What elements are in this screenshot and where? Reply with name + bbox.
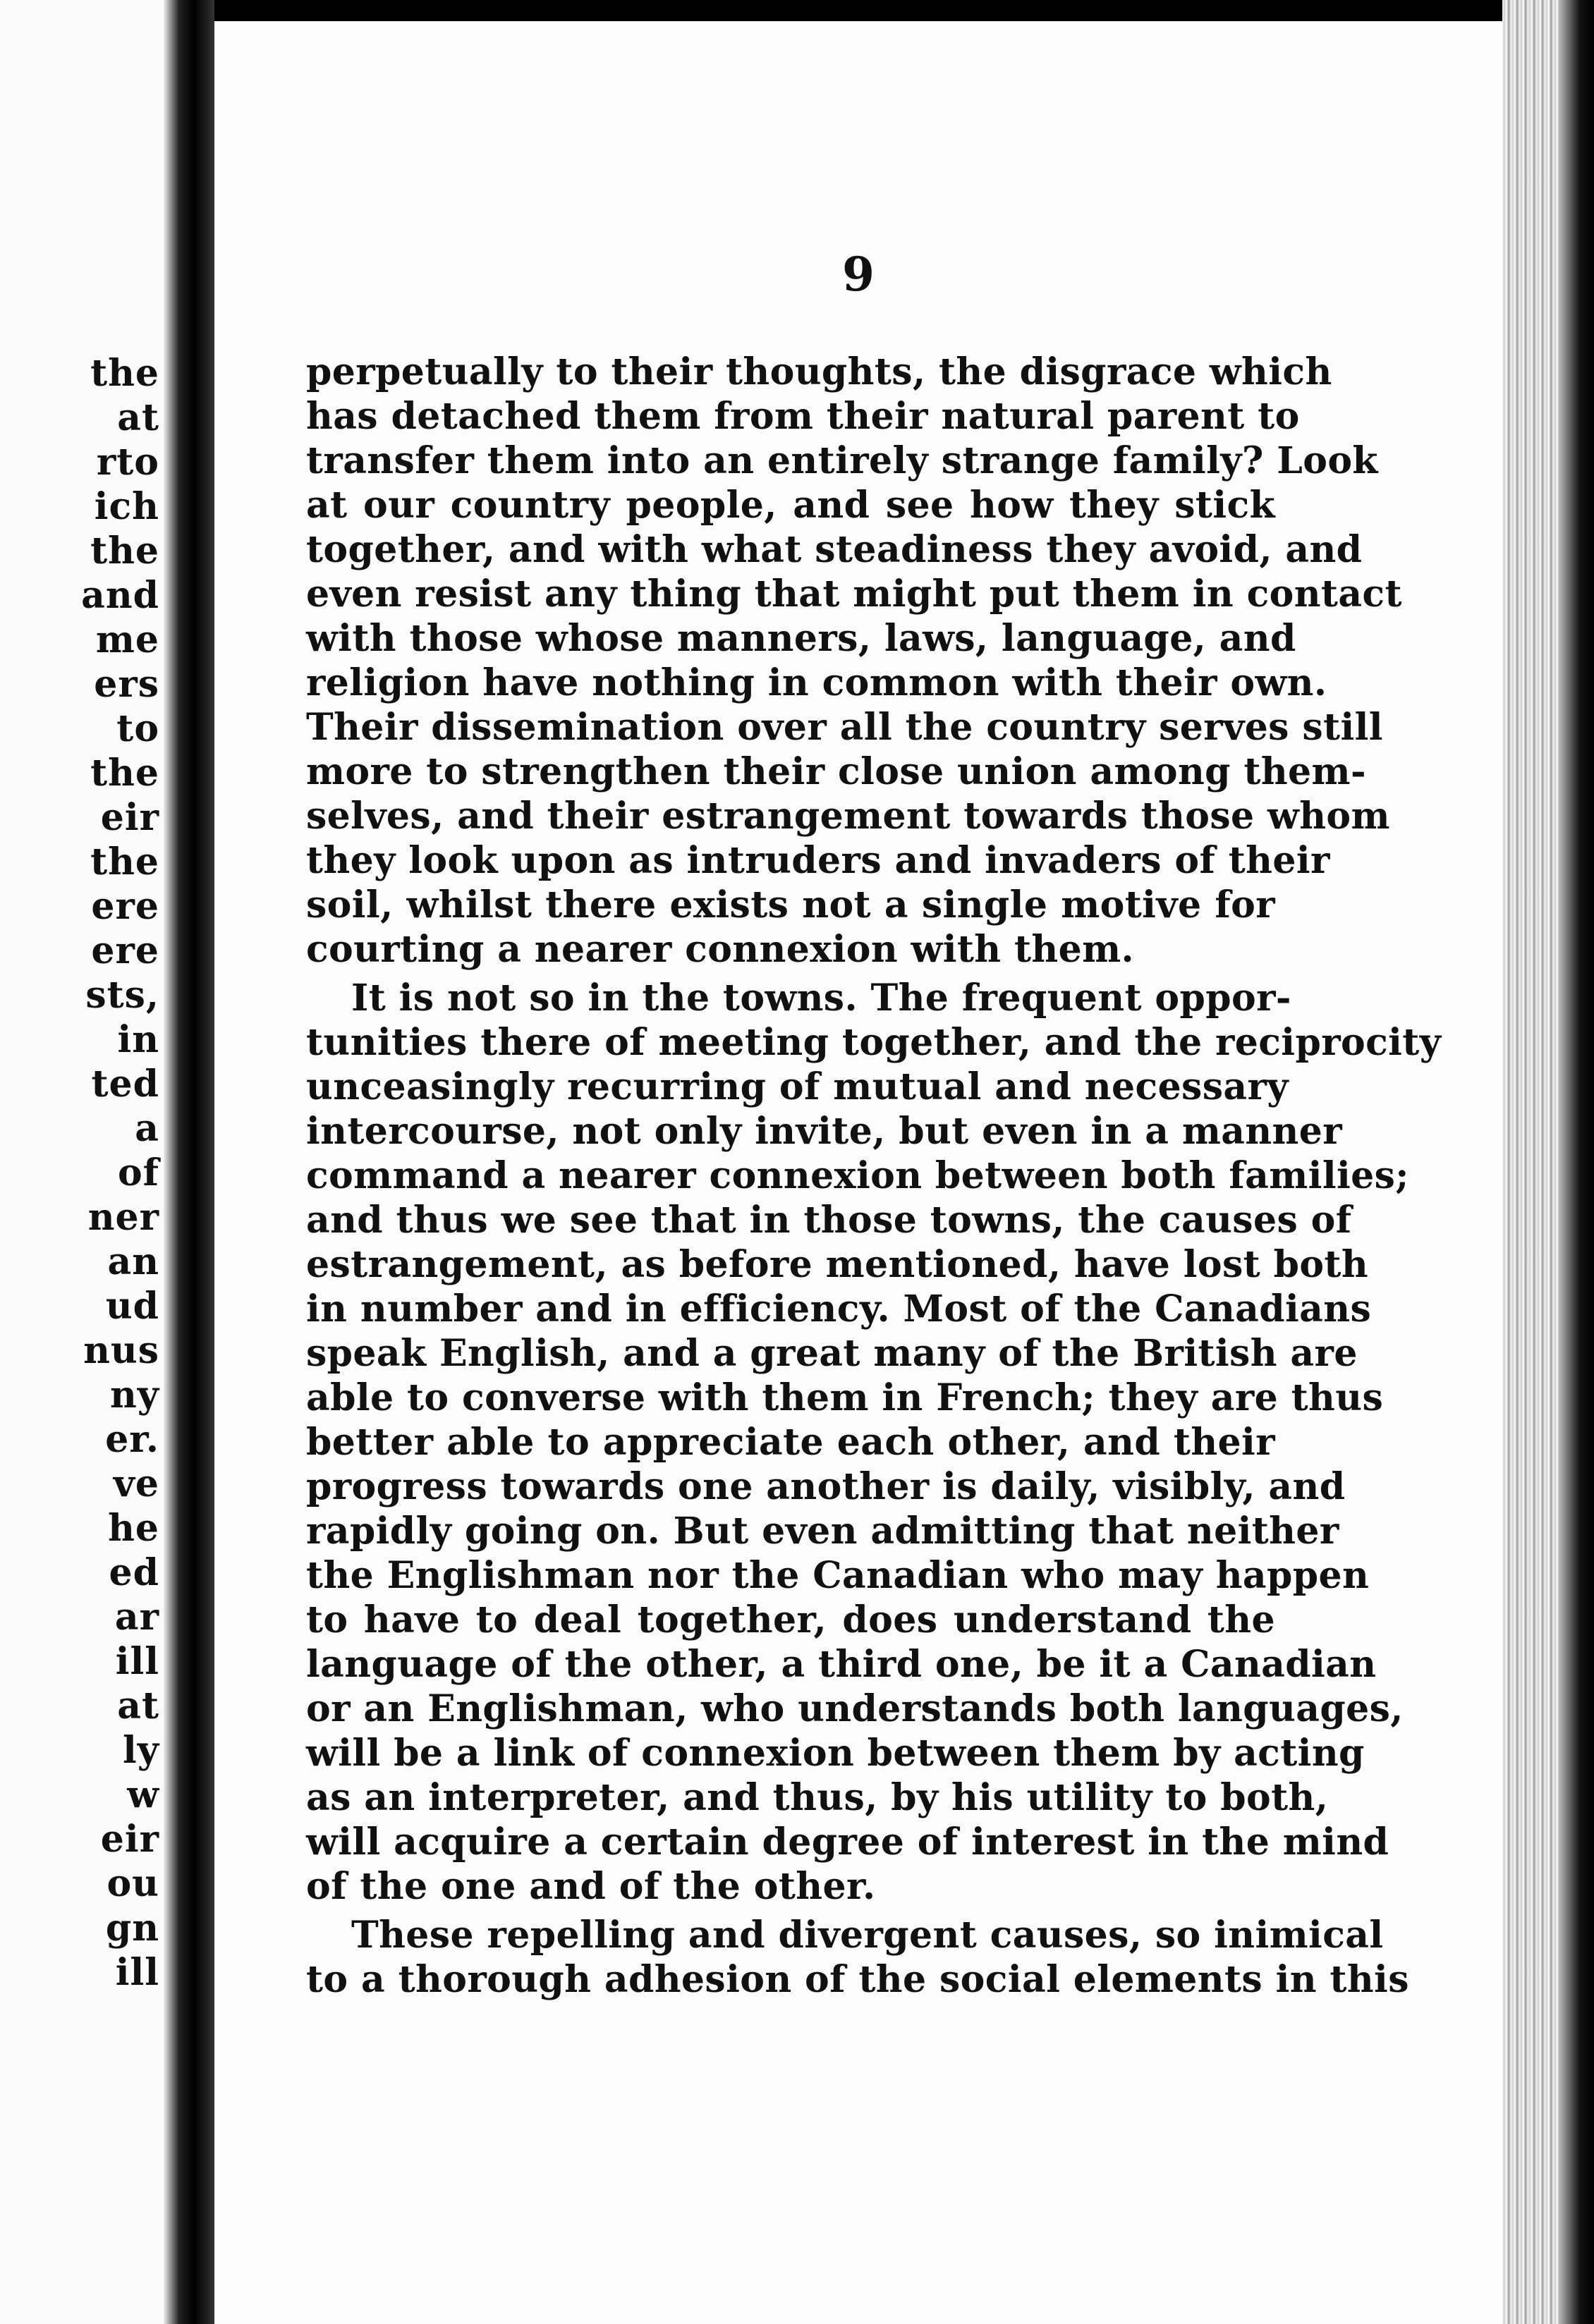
page-number: 9 bbox=[842, 247, 875, 302]
text-line: estrangement, as before mentioned, have lost both bbox=[306, 1243, 1369, 1286]
text-line: perpetually to their thoughts, the disgrace which bbox=[306, 350, 1332, 393]
paragraph bbox=[306, 1913, 1409, 2002]
text-line: language of the other, a third one, be it a Canadian bbox=[306, 1643, 1377, 1686]
paragraph bbox=[306, 976, 1442, 1909]
text-line: will be a link of connexion between them by acting bbox=[306, 1732, 1365, 1775]
facing-page-fragment: eir bbox=[100, 796, 159, 839]
text-line: as an interpreter, and thus, by his utility to both, bbox=[306, 1776, 1329, 1819]
facing-page-fragment: the bbox=[90, 752, 159, 795]
text-line: they look upon as intruders and invaders of their bbox=[306, 839, 1330, 882]
facing-page-fragment: he bbox=[108, 1507, 159, 1550]
text-line: of the one and of the other. bbox=[306, 1865, 876, 1908]
facing-page-fragment: sts, bbox=[85, 974, 159, 1017]
text-line: or an Englishman, who understands both languages, bbox=[306, 1687, 1404, 1730]
facing-page-fragment: at bbox=[117, 1684, 159, 1727]
text-line: intercourse, not only invite, but even in a manner bbox=[306, 1110, 1343, 1153]
facing-page-fragment: a bbox=[135, 1107, 159, 1150]
facing-page-fragment: ill bbox=[115, 1640, 159, 1683]
text-line: to have to deal together, does understand the bbox=[306, 1598, 1275, 1641]
facing-page-fragment: ud bbox=[105, 1285, 159, 1328]
facing-page-fragment: w bbox=[127, 1773, 159, 1816]
text-line: together, and with what steadiness they avoid, and bbox=[306, 528, 1363, 571]
text-line: and thus we see that in those towns, the causes of bbox=[306, 1199, 1352, 1242]
text-line: more to strengthen their close union among them- bbox=[306, 750, 1366, 793]
facing-page-fragment: rto bbox=[96, 441, 159, 484]
cover-edge bbox=[1559, 0, 1594, 2324]
book-gutter bbox=[164, 0, 214, 2324]
text-line: able to converse with them in French; they are thus bbox=[306, 1376, 1384, 1419]
facing-page-fragment: an bbox=[107, 1240, 159, 1283]
text-line: with those whose manners, laws, language, and bbox=[306, 617, 1296, 660]
facing-page-fragment: ere bbox=[91, 885, 159, 928]
facing-page-fragment: and bbox=[81, 574, 159, 617]
facing-page-fragment: ner bbox=[87, 1196, 159, 1239]
text-line: has detached them from their natural parent to bbox=[306, 395, 1300, 438]
text-line: to a thorough adhesion of the social elements in this bbox=[306, 1958, 1409, 2001]
facing-page-fragment: ers bbox=[94, 663, 159, 706]
text-line: soil, whilst there exists not a single motive for bbox=[306, 883, 1275, 926]
facing-page-left bbox=[0, 0, 164, 2324]
facing-page-fragment: ere bbox=[91, 929, 159, 972]
text-line: Their dissemination over all the country serves still bbox=[306, 706, 1383, 749]
text-line: unceasingly recurring of mutual and necessary bbox=[306, 1065, 1289, 1108]
text-line: even resist any thing that might put them in contact bbox=[306, 573, 1402, 616]
facing-page-fragment: ou bbox=[107, 1862, 159, 1905]
facing-page-fragment: ly bbox=[123, 1729, 159, 1772]
text-line: progress towards one another is daily, visibly, and bbox=[306, 1465, 1346, 1508]
facing-page-fragment: eir bbox=[100, 1818, 159, 1861]
page bbox=[214, 21, 1502, 2324]
facing-page-fragment: ich bbox=[94, 485, 159, 528]
text-line: These repelling and divergent causes, so inimical bbox=[351, 1914, 1384, 1957]
facing-page-fragment: the bbox=[90, 352, 159, 395]
text-line: tunities there of meeting together, and the reciprocity bbox=[306, 1021, 1442, 1064]
text-line: It is not so in the towns. The frequent oppor- bbox=[351, 977, 1291, 1020]
text-line: at our country people, and see how they stick bbox=[306, 484, 1275, 527]
text-line: the Englishman nor the Canadian who may happen bbox=[306, 1554, 1370, 1597]
facing-page-fragment: at bbox=[117, 396, 159, 439]
facing-page-fragment: nus bbox=[83, 1329, 159, 1372]
text-line: rapidly going on. But even admitting that neither bbox=[306, 1510, 1339, 1553]
text-line: will acquire a certain degree of interest in the mind bbox=[306, 1821, 1389, 1864]
facing-page-fragment: to bbox=[116, 707, 159, 750]
facing-page-fragment: ny bbox=[109, 1374, 159, 1417]
text-line: speak English, and a great many of the British are bbox=[306, 1332, 1358, 1375]
facing-page-fragment: the bbox=[90, 530, 159, 573]
facing-page-fragment: ed bbox=[109, 1551, 159, 1594]
facing-page-fragment: ar bbox=[114, 1596, 159, 1639]
paragraph bbox=[306, 350, 1402, 972]
facing-page-fragment: of bbox=[117, 1151, 159, 1194]
text-line: religion have nothing in common with their own. bbox=[306, 661, 1327, 704]
facing-page-fragment: gn bbox=[105, 1907, 159, 1950]
facing-page-fragment: er. bbox=[105, 1418, 159, 1461]
facing-page-fragment: me bbox=[95, 618, 159, 661]
facing-page-fragment: ve bbox=[113, 1462, 159, 1505]
text-line: courting a nearer connexion with them. bbox=[306, 928, 1135, 971]
text-line: command a nearer connexion between both families; bbox=[306, 1154, 1409, 1197]
text-line: in number and in efficiency. Most of the Canadians bbox=[306, 1288, 1372, 1331]
text-line: selves, and their estrangement towards those whom bbox=[306, 795, 1390, 838]
body-text bbox=[306, 350, 1442, 2002]
facing-page-fragment: the bbox=[90, 840, 159, 883]
text-line: transfer them into an entirely strange family? Look bbox=[306, 439, 1378, 482]
facing-page-fragment: ted bbox=[91, 1063, 159, 1106]
facing-page-fragment: in bbox=[117, 1018, 159, 1061]
text-line: better able to appreciate each other, and their bbox=[306, 1421, 1275, 1464]
facing-page-fragment: ill bbox=[115, 1951, 159, 1994]
